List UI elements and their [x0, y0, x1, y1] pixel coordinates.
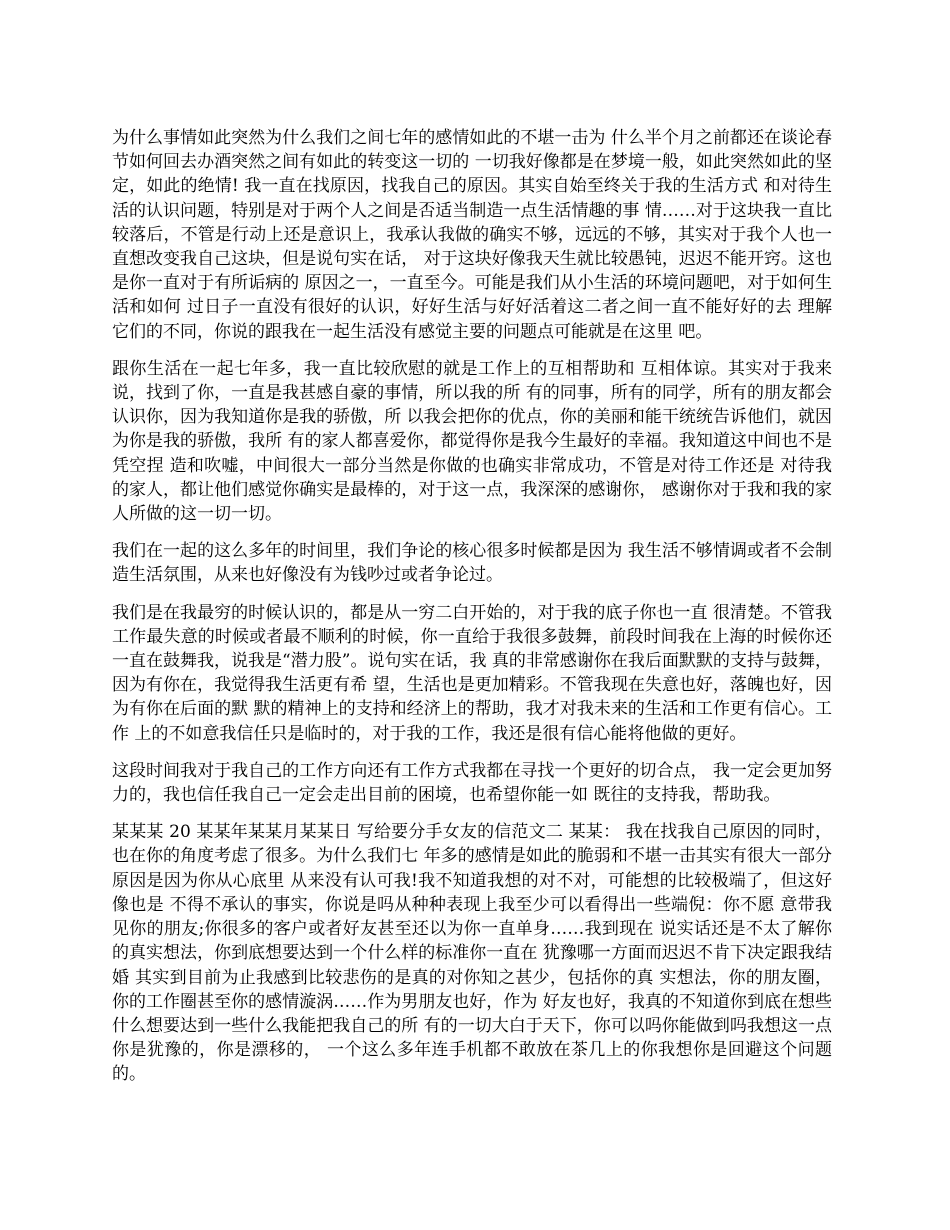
paragraph-3: 我们在一起的这么多年的时间里，我们争论的核心很多时候都是因为 我生活不够情调或者不会制造生活氛围，从来也好像没有为钱吵过或者争论过。 [112, 541, 832, 586]
paragraph-5: 这段时间我对于我自己的工作方向还有工作方式我都在寻找一个更好的切合点， 我一定会更加努力的，我也信任我自己一定会走出目前的困境，也希望你能一如 既往的支持我，帮助我。 [112, 760, 832, 806]
document-body [112, 126, 832, 1100]
paragraph-4: 我们是在我最穷的时候认识的，都是从一穷二白开始的，对于我的底子你也一直 很清楚。不管我工作最失意的时候或者最不顺利的时候，你一直给于我很多鼓舞，前段时间我在上海的时候你还一直在鼓舞我，说我是“潜力股”。说句实在话，我 真的非常感谢你在我后面默默的支持与鼓舞，因为有你在，我觉得我生活更有希 望，生活也是更加精彩。不管我现在失意也好，落魄也好，因为有你在后面的默 默的精神上的支持和经济上的帮助，我才对我未来的生活和工作更有信心。工作 上的不如意我信任只是临时的，对于我的工作，我还是很有信心能将他做的更好。 [112, 602, 832, 744]
paragraph-6: 某某某 20 某某年某某月某某日 写给要分手女友的信范文二 某某： 我在找我自己原因的同时，也在你的角度考虑了很多。为什么我们七 年多的感情是如此的脆弱和不堪一击其实有很大一部分原因是因为你从心底里 从来没有认可我!我不知道我想的对不对，可能想的比较极端了，但这好像也是 不得不承认的事实，你说是吗从种种表现上我至少可以看得出一些端倪：你不愿 意带我见你的朋友;你很多的客户或者好友甚至还以为你一直单身……我到现在 说实话还是不太了解你的真实想法，你到底想要达到一个什么样的标准你一直在 犹豫哪一方面而迟迟不肯下决定跟我结婚 其实到目前为止我感到比较悲伤的是真的对你知之甚少，包括你的真 实想法，你的朋友圈，你的工作圈甚至你的感情漩涡……作为男朋友也好，作为 好友也好，我真的不知道你到底在想些什么想要达到一些什么我能把我自己的所 有的一切大白于天下，你可以吗你能做到吗我想这一点你是犹豫的，你是漂移的， 一个这么多年连手机都不敢放在茶几上的你我想你是回避这个问题的。 [112, 822, 832, 1085]
paragraph-1: 为什么事情如此突然为什么我们之间七年的感情如此的不堪一击为 什么半个月之前都还在谈论春节如何回去办酒突然之间有如此的转变这一切的 一切我好像都是在梦境一般，如此突然如此的坚定，如此的绝情! 我一直在找原因，找我自己的原因。其实自始至终关于我的生活方式 和对待生活的认识问题，特别是对于两个人之间是否适当制造一点生活情趣的事 情……对于这块我一直比较落后，不管是行动上还是意识上，我承认我做的确实不够，远远的不够，其实对于我个人也一直想改变我自己这块，但是说句实在话， 对于这块好像我天生就比较愚钝，迟迟不能开窍。这也是你一直对于有所诟病的 原因之一，一直至今。可能是我们从小生活的环境问题吧，对于如何生活和如何 过日子一直没有很好的认识，好好生活与好好活着这二者之间一直不能好好的去 理解它们的不同，你说的跟我在一起生活没有感觉主要的问题点可能就是在这里 吧。 [112, 128, 832, 342]
paragraph-2: 跟你生活在一起七年多，我一直比较欣慰的就是工作上的互相帮助和 互相体谅。其实对于我来说，找到了你，一直是我甚感自豪的事情，所以我的所 有的同事，所有的同学，所有的朋友都会认识你，因为我知道你是我的骄傲，所 以我会把你的优点，你的美丽和能干统统告诉他们，就因为你是我的骄傲，我所 有的家人都喜爱你，都觉得你是我今生最好的幸福。我知道这中间也不是凭空捏 造和吹嘘，中间很大一部分当然是你做的也确实非常成功，不管是对待工作还是 对待我的家人，都让他们感觉你确实是最棒的，对于这一点，我深深的感谢你， 感谢你对于我和我的家人所做的这一切一切。 [112, 358, 832, 525]
